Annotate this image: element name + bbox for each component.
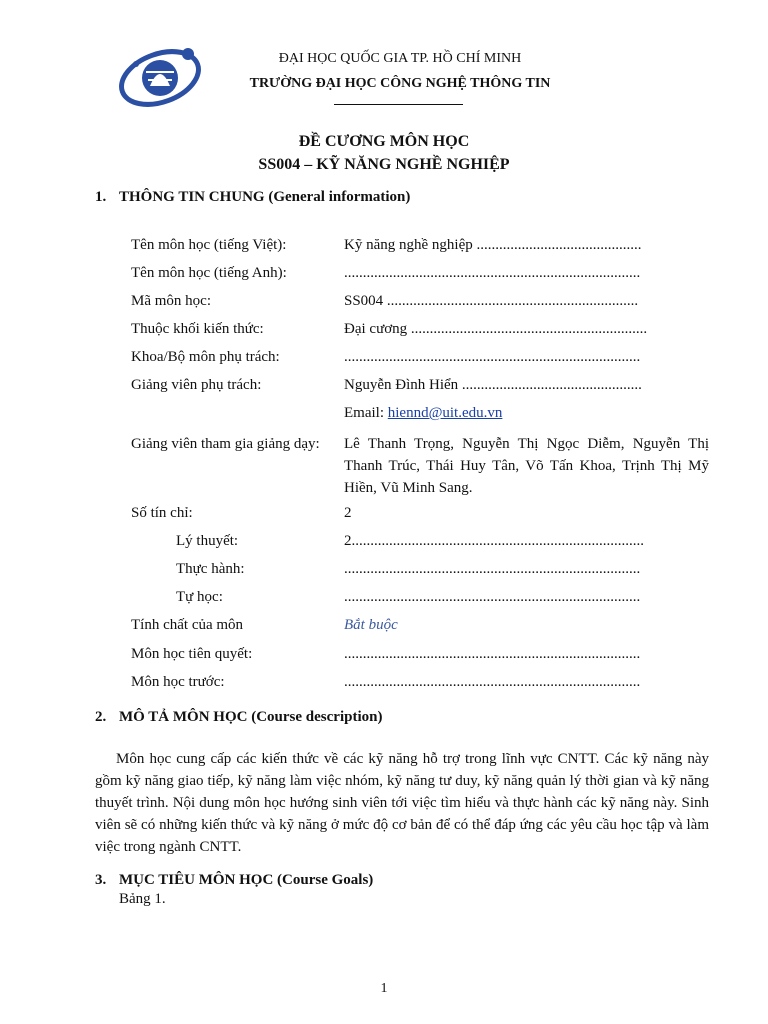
section-2-heading: [95, 709, 382, 726]
row-label: Giảng viên tham gia giảng dạy:: [131, 436, 320, 452]
row-value: SS004 ...................................................................: [344, 293, 639, 309]
email-label: Email:: [344, 405, 388, 421]
course-description: Môn học cung cấp các kiến thức về các kỹ năng hỗ trợ trong lĩnh vực CNTT. Các kỹ năng này gồm kỹ năng giao tiếp, kỹ năng làm việc nhóm, kỹ năng tư duy, kỹ năng quản lý thời gian và kỹ năng thuyết trình. Nội dung môn học hướng sinh viên tới việc tìm hiểu và thực hành các kỹ năng này. Sinh viên sẽ có những kiến thức và kỹ năng ở mức độ cơ bản để có thể đáp ứng các yêu cầu học tập và làm việc trong ngành CNTT.: [95, 751, 709, 855]
section-title: MỤC TIÊU MÔN HỌC (Course Goals): [119, 872, 374, 888]
row-value: 2: [344, 505, 352, 521]
row-label: Tên môn học (tiếng Việt):: [131, 237, 287, 253]
section-3-heading: [95, 872, 373, 889]
row-label: Môn học tiên quyết:: [131, 646, 253, 662]
row-value: Bắt buộc: [344, 617, 398, 633]
row-label: Mã môn học:: [131, 293, 211, 309]
email-line: [344, 405, 502, 422]
row-value: ...............................................................................: [344, 589, 641, 605]
header-rule: [334, 104, 463, 105]
row-value: Lê Thanh Trọng, Nguyễn Thị Ngọc Diễm, Nguyễn Thị Thanh Trúc, Thái Huy Tân, Võ Tấn Khoa, Trịnh Thị Mỹ Hiền, Vũ Minh Sang.: [344, 436, 709, 496]
section-1-heading: [95, 189, 410, 206]
row-value: Đại cương ...............................................................: [344, 321, 648, 337]
row-label: Khoa/Bộ môn phụ trách:: [131, 349, 280, 365]
row-label: Môn học trước:: [131, 674, 225, 690]
row-label: Tự học:: [176, 589, 223, 605]
section-number: 2.: [95, 709, 107, 725]
course-title: SS004 – KỸ NĂNG NGHỀ NGHIỆP: [258, 156, 510, 173]
section-title: MÔ TẢ MÔN HỌC (Course description): [119, 709, 383, 725]
row-label: Tên môn học (tiếng Anh):: [131, 265, 287, 281]
school-name: TRƯỜNG ĐẠI HỌC CÔNG NGHỆ THÔNG TIN: [249, 76, 551, 91]
row-value: ...............................................................................: [344, 646, 641, 662]
email-link[interactable]: hiennd@uit.edu.vn: [387, 405, 503, 421]
row-label: Thuộc khối kiến thức:: [131, 321, 264, 337]
section-number: 1.: [95, 189, 107, 205]
row-value: Nguyễn Đình Hiển ................................................: [344, 377, 642, 393]
row-label: Thực hành:: [176, 561, 245, 577]
row-value: Kỹ năng nghề nghiệp ............................................: [344, 237, 642, 253]
row-value: ...............................................................................: [344, 561, 641, 577]
row-value: ...............................................................................: [344, 265, 641, 281]
row-label: Tính chất của môn: [131, 617, 244, 633]
row-label: Lý thuyết:: [176, 533, 239, 549]
row-value: 2..............................................................................: [344, 533, 644, 549]
section-number: 3.: [95, 872, 107, 888]
row-value: ...............................................................................: [344, 674, 641, 690]
row-label: Giảng viên phụ trách:: [131, 377, 262, 393]
university-name: ĐẠI HỌC QUỐC GIA TP. HỒ CHÍ MINH: [278, 51, 522, 66]
row-value: ...............................................................................: [344, 349, 641, 365]
document-title: ĐỀ CƯƠNG MÔN HỌC: [298, 133, 470, 150]
page-number: 1: [380, 981, 388, 996]
section-title: THÔNG TIN CHUNG (General information): [119, 189, 411, 205]
participating-lecturers-row: [131, 433, 709, 499]
table-reference: Bảng 1.: [119, 891, 166, 907]
row-label: Số tín chỉ:: [131, 505, 193, 521]
university-logo: [116, 42, 204, 108]
